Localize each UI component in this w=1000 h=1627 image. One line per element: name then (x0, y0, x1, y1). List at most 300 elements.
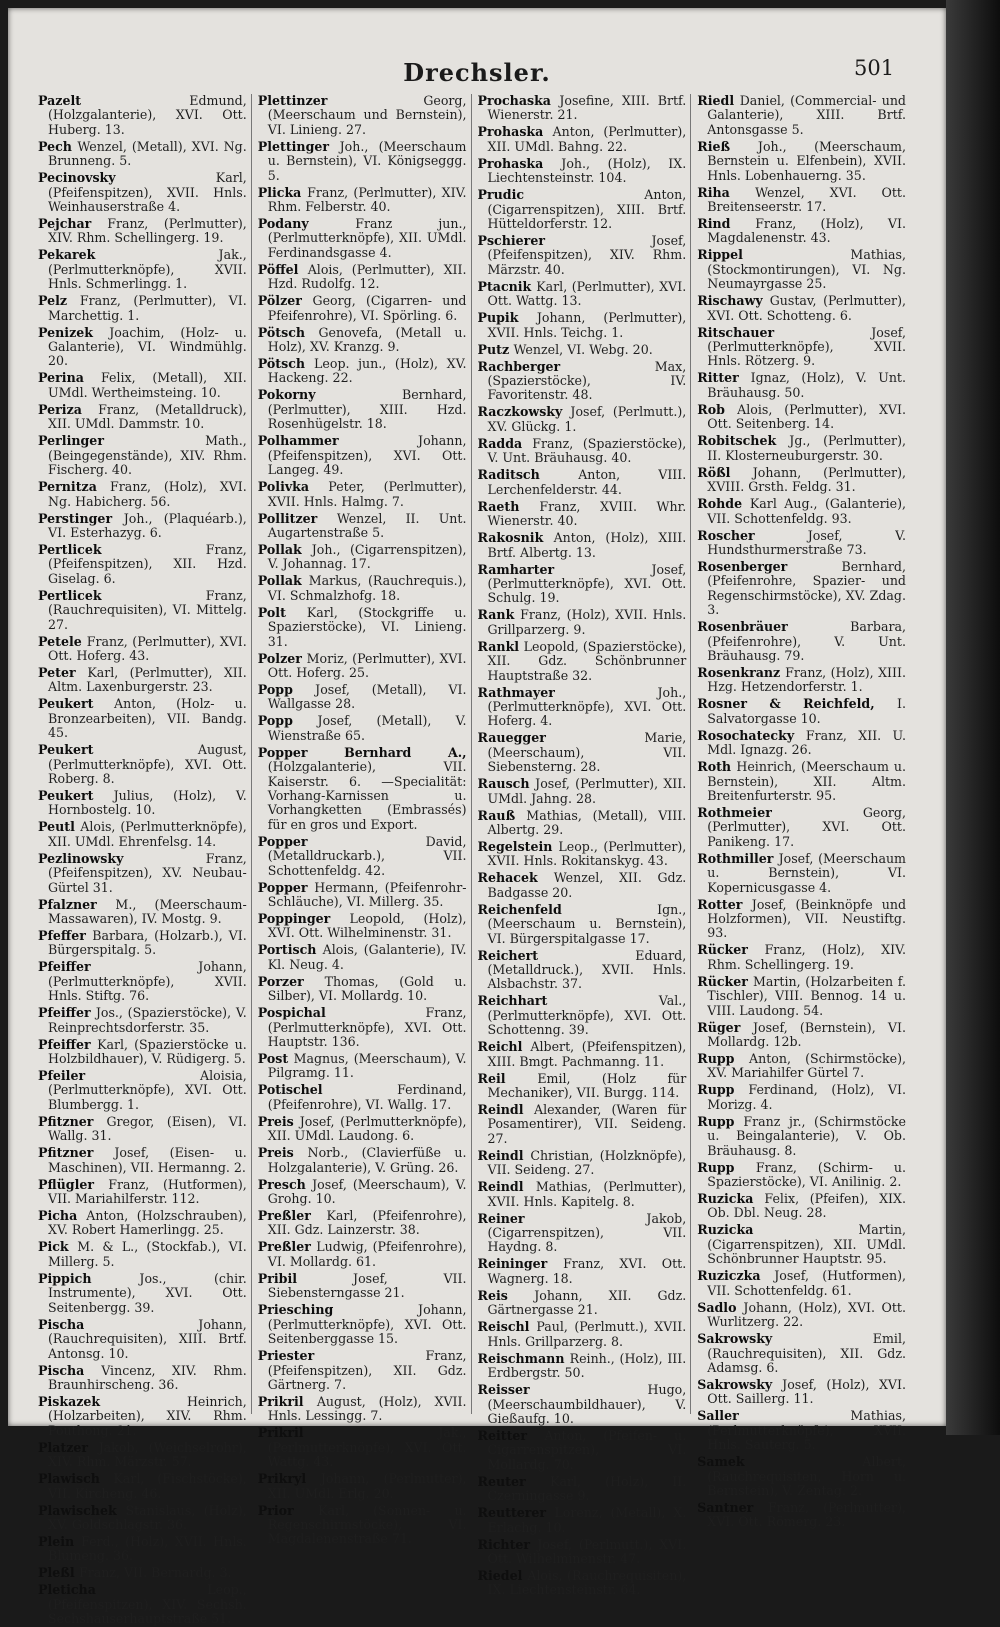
directory-entry (478, 1538, 687, 1567)
directory-entry (697, 729, 906, 758)
entry-name: Samek (697, 1454, 745, 1470)
directory-entry (697, 1021, 906, 1050)
directory-entry (697, 1378, 906, 1407)
directory-entry (697, 760, 906, 803)
directory-entry (258, 943, 467, 972)
entry-details: Karl, (Perlmutter), XVI. Ott. Wattg. 13. (487, 278, 687, 309)
entry-details: Johann, (Perlmutter), XVIII. Grsth. Feldg. 31. (707, 464, 906, 495)
directory-entry (38, 171, 247, 214)
entry-details: Wenzel, VI. Webg. 20. (513, 341, 653, 357)
directory-entry (258, 1209, 467, 1238)
directory-entry (38, 1318, 247, 1361)
entry-details: Anton, (Holz- u. Bronzearbeiten), VII. Bandg. 45. (48, 696, 247, 741)
directory-entry (258, 714, 467, 743)
directory-entry (38, 1364, 247, 1393)
entry-name: Pribil (257, 1270, 298, 1286)
entry-name: Sakrowsky (697, 1331, 773, 1347)
entry-details: Georg, (Meerschaum und Bernstein), VI. Linieng. 27. (267, 93, 467, 137)
directory-entry (478, 1429, 687, 1472)
entry-details: Johann, (Holz), XVI. Ott. Wurlitzerg. 22. (707, 1299, 906, 1330)
entry-name: Prikril (257, 1425, 304, 1441)
entry-name: Reil (477, 1070, 506, 1086)
entry-details: Alois, (Galanterie), IV. Kl. Neug. 4. (267, 942, 467, 972)
directory-entry (697, 1269, 906, 1298)
entry-details: Wenzel, XVI. Ott. Breitenseerstr. 17. (707, 184, 906, 215)
entry-name: Putz (477, 341, 510, 357)
entry-details: Ignaz, (Holz), V. Unt. Bräuhausg. 50. (707, 370, 906, 400)
entry-name: Rausch (477, 776, 530, 792)
entry-details: Franz, (Holz), VI. Magdalenenstr. 43. (707, 216, 906, 246)
directory-entry (697, 1455, 906, 1498)
directory-entry (258, 1349, 467, 1392)
entry-name: Rankl (477, 638, 520, 654)
entry-name: Pospichal (257, 1005, 326, 1021)
entry-name: Porzer (257, 973, 304, 989)
directory-entry (478, 1072, 687, 1101)
entry-details: Jakob, (Weichselrohr), XIV. Rhm. Märzstr. 57. (48, 1439, 247, 1470)
entry-details: Franz, (Perlmutterknöpfe), XVI. Ott. Hauptstr. 136. (267, 1005, 467, 1050)
entry-name: Prochaska (477, 93, 551, 108)
entry-details: Heinrich, (Meerschaum u. Bernstein), XII. Altm. Breitenfurterstr. 95. (707, 759, 906, 803)
entry-details: Franz jun., (Perlmutterknöpfe), XII. UMdl. Ferdinandsgasse 4. (267, 216, 467, 260)
entry-name: Plicka (257, 184, 302, 200)
directory-entry (478, 1149, 687, 1178)
entry-name: Sadlo (697, 1299, 737, 1315)
directory-column-2 (257, 93, 472, 1547)
entry-details: Karl Aug., (Galanterie), VII. Schottenfeldg. 93. (707, 496, 906, 526)
entry-name: Ritter (697, 370, 739, 386)
entry-details: Leop., (Pfeifenspitzen), XIV. Sechsh. Sechshauserhauptstraße 51. (48, 1582, 247, 1627)
directory-entry (697, 898, 906, 941)
entry-details: Alois, (Perlmutter), XVI. Ott. Seitenberg. 14. (707, 401, 906, 432)
entry-details: Jak., (Perlmutterknöpfe), XVI. Ott. Wattg. 43. (267, 1425, 467, 1470)
entry-details: Joachim, (Holz- u. Galanterie), VI. Windmühlg. 20. (48, 324, 247, 369)
entry-details: Bernhard, (Perlmutter), XIII. Hzd. Rosenhügelstr. 18. (267, 387, 467, 432)
entry-name: Rupp (697, 1159, 735, 1175)
directory-entry (697, 852, 906, 895)
entry-details: Eduard, (Metalldruck.), XVII. Hnls. Alsbachstr. 37. (487, 947, 687, 992)
page-title: Drechsler. (403, 58, 551, 87)
entry-name: Rothmiller (697, 850, 774, 866)
directory-entry (478, 1180, 687, 1209)
directory-entry (478, 1040, 687, 1069)
directory-entry (38, 1006, 247, 1035)
entry-details: Edmund, (Holzgalanterie), XVI. Ott. Huberg. 13. (48, 93, 247, 137)
directory-entry (38, 789, 247, 818)
directory-entry (258, 512, 467, 541)
entry-details: Anton, (Perlmutter), XII. UMdl. Bahng. 22. (487, 124, 687, 154)
directory-entry (478, 777, 687, 806)
directory-entry (697, 806, 906, 849)
entry-name: Pfitzner (38, 1113, 94, 1129)
directory-entry (38, 543, 247, 586)
directory-entry (478, 405, 687, 434)
entry-name: Rob (697, 401, 725, 417)
entry-details: Josef, (Meerschaum), V. Grohg. 10. (267, 1176, 467, 1207)
entry-name: Reichenfeld (477, 901, 562, 917)
entry-details: Max, (Spazierstöcke), IV. Favoritenstr. 48. (487, 358, 687, 403)
directory-entry (258, 140, 467, 183)
entry-details: M., (Meerschaum-Massawaren), IV. Mostg. 9. (48, 896, 247, 926)
directory-entry (478, 468, 687, 497)
entry-details: Franz, XII. U. Mdl. Ignazg. 26. (707, 727, 906, 758)
entry-details: Emil, (Rauchrequisiten), XII. Gdz. Adamsg. 6. (707, 1331, 906, 1375)
entry-name: Ramharter (477, 561, 555, 577)
entry-details: Hugo, (Meerschaumbildhauer), V. Gießaufg. 10. (487, 1382, 687, 1426)
entry-name: Poppinger (257, 911, 331, 926)
entry-name: Pollak (257, 573, 302, 589)
directory-entry (478, 1257, 687, 1286)
entry-name: Rieß (697, 138, 731, 154)
entry-name: Reininger (477, 1256, 548, 1272)
entry-details: Franz, (Spazierstöcke), V. Unt. Bräuhausg. 40. (487, 435, 687, 466)
directory-entry (38, 140, 247, 169)
directory-entry (258, 388, 467, 431)
directory-entry (38, 1583, 247, 1626)
entry-name: Reitter (477, 1427, 528, 1443)
directory-entry (258, 480, 467, 509)
entry-details: Josef, (Beinknöpfe und Holzformen), VII. Neustiftg. 93. (707, 896, 907, 941)
entry-details: Reinh., (Holz), III. Erdbergstr. 50. (487, 1350, 687, 1381)
entry-name: Rücker (697, 942, 748, 958)
entry-name: Reis (477, 1287, 508, 1303)
entry-details: Mathias, (Stockmontirungen), VI. Ng. Neumayrgasse 25. (707, 247, 906, 292)
directory-columns (38, 93, 910, 1627)
entry-details: Karl, (Spazierstöcke u. Holzbildhauer), V. Rüdigerg. 5. (48, 1036, 247, 1067)
directory-column-4 (697, 93, 910, 1530)
directory-entry (697, 403, 906, 432)
entry-details: Franz, (Perlmutter), XVI. Ott. Römerg. 23. (707, 1499, 906, 1530)
directory-entry (697, 217, 906, 246)
directory-entry (478, 531, 687, 560)
entry-details: Gustav, (Perlmutter), XVI. Ott. Schotteng. 6. (707, 293, 906, 323)
directory-entry (478, 1569, 687, 1598)
entry-details: Peter, (Perlmutter), XVII. Hnls. Halmg. 7. (267, 479, 467, 509)
entry-details: Mathias, (Metall), VIII. Albertg. 29. (487, 807, 687, 837)
directory-entry (478, 1352, 687, 1381)
directory-entry (258, 574, 467, 603)
entry-details: Ferdinand, (Pfeifenrohre), VI. Wallg. 17. (267, 1082, 467, 1112)
directory-entry (258, 357, 467, 386)
entry-name: Pflügler (38, 1176, 95, 1192)
entry-details: Karl, (Sonnen- u. Regenschirmstöcke), VI. Magdalenenstraße 71. (267, 1502, 467, 1547)
entry-name: Pschierer (477, 233, 545, 249)
entry-name: Pelz (38, 293, 68, 309)
entry-details: Barbara, (Pfeifenrohre), V. Unt. Bräuhausg. 79. (707, 619, 906, 663)
entry-details: Franz, (Holz), XIII. Hzg. Hetzendorferstr. 1. (707, 664, 906, 695)
directory-entry (38, 371, 247, 400)
directory-entry (697, 620, 906, 663)
entry-details: Magnus, (Meerschaum), V. Pilgramg. 11. (267, 1051, 467, 1081)
directory-entry (697, 94, 906, 137)
entry-name: Prikryl (257, 1471, 307, 1487)
directory-entry (697, 1052, 906, 1081)
directory-entry (258, 1052, 467, 1081)
entry-details: Franz, VII. Bernardg. 3. (79, 1565, 232, 1581)
entry-details: Leop. jun., (Holz), XV. Hackeng. 22. (267, 356, 467, 386)
entry-details: Markus, (Rauchrequis.), VI. Schmalzhofg. 18. (267, 573, 467, 603)
directory-entry (38, 1472, 247, 1501)
directory-column-3 (477, 93, 692, 1598)
entry-details: Albert, (Rauchrequisiten, Horn u. Bernstein), V. Zentag. 2. (707, 1454, 906, 1498)
entry-details: Albert, (Pfeifenspitzen), XIII. Bmgt. Pachmanng. 11. (487, 1039, 687, 1069)
directory-entry (258, 1504, 467, 1547)
directory-entry (258, 683, 467, 712)
book-edge-shadow (946, 0, 1000, 1435)
directory-entry (697, 497, 906, 526)
entry-name: Popper Bernhard A., (257, 744, 467, 760)
directory-entry (697, 1501, 906, 1530)
entry-details: Jak., (Perlmutterknöpfe), XVII. Hnls. Schmerlingg. 1. (48, 247, 247, 292)
entry-details: Stanislaus, (Holz), XV. Goldschlagstr. 36. (48, 1502, 247, 1532)
directory-column-1 (38, 93, 252, 1627)
directory-entry (697, 371, 906, 400)
entry-details: (Holzgalanterie), VII. Kaiserstr. 6. —Specialität: Vorhang-Karnissen u. Vorhangketten (Embrassés) für en gros und Export. (267, 759, 467, 832)
directory-entry (697, 326, 906, 369)
directory-entry (38, 589, 247, 632)
entry-details: Vincenz, XIV. Rhm. Braunhirscheng. 36. (48, 1362, 247, 1392)
directory-entry (697, 697, 906, 726)
directory-entry (478, 731, 687, 774)
entry-name: Reisser (477, 1382, 530, 1398)
entry-name: Reindl (477, 1147, 524, 1163)
entry-name: Popp (257, 681, 293, 697)
entry-details: Ferd., (Holz), XVII. Hnls. Blumeng. 36. (48, 1533, 247, 1564)
entry-name: Rosenkranz (697, 664, 781, 680)
directory-entry (38, 1504, 247, 1533)
directory-entry (478, 500, 687, 529)
directory-entry (38, 1240, 247, 1269)
entry-details: Franz, (Pfeifenspitzen), XV. Neubau-Gürtel 31. (48, 850, 247, 895)
entry-name: Preßler (257, 1208, 311, 1224)
entry-details: Felix, (Pfeifen), XIX. Ob. Dbl. Neug. 28. (707, 1191, 906, 1221)
entry-details: Josef, (Metall), V. Wienstraße 65. (267, 713, 467, 743)
entry-name: Reischmann (477, 1350, 565, 1366)
entry-name: Priester (257, 1348, 315, 1364)
entry-details: August, (Perlmutterknöpfe), XVI. Ott. Roberg. 8. (48, 742, 247, 786)
entry-name: Prikril (257, 1393, 304, 1409)
entry-details: Franz, (Pfeifenspitzen), XII. Hzd. Giselag. 6. (48, 541, 247, 586)
entry-details: Heinrich, (Holzarbeiten), XIV. Rhm. Pouthong. 21. (48, 1393, 247, 1438)
entry-details: Marie, (Meerschaum), VII. Siebensterng. 28. (487, 730, 687, 775)
entry-name: Picha (38, 1208, 78, 1224)
directory-entry (38, 1395, 247, 1438)
entry-details: Barbara, (Holzarb.), VI. Bürgerspitalg. 5. (48, 928, 247, 958)
entry-details: Franz, (Hutformen), VII. Mariahilferstr. 112. (48, 1176, 247, 1207)
entry-details: Josef, (Perlmutterknöpfe), XVI. Ott. Schulg. 19. (487, 561, 687, 606)
entry-details: Joh., (Holz), IX. Liechtensteinstr. 104. (487, 155, 687, 186)
entry-details: Emil, (Holz für Mechaniker), VII. Burgg. 114. (487, 1070, 687, 1101)
entry-details: Ign., (Meerschaum u. Bernstein), VI. Bürgerspitalgasse 17. (487, 901, 687, 946)
entry-name: Rücker (697, 973, 748, 989)
entry-details: Martin, (Holzarbeiten f. Tischler), VIII. Bennog. 14 u. VIII. Laudong. 54. (707, 973, 907, 1018)
directory-entry (258, 326, 467, 355)
directory-entry (697, 1115, 906, 1158)
entry-name: Pötsch (257, 356, 306, 372)
entry-details: Josef, (Perlmutterknöpfe), XII. UMdl. Laudong. 6. (267, 1113, 467, 1144)
entry-name: Rind (697, 216, 731, 232)
entry-details: Johann, (Pfeifenspitzen), XVI. Ott. Langeg. 49. (267, 433, 467, 478)
directory-entry (478, 1103, 687, 1146)
entry-details: Franz, (Pfeifenspitzen), XII. Gdz. Gärtnerg. 7. (267, 1348, 467, 1392)
directory-entry (478, 1475, 687, 1504)
entry-name: Polt (257, 604, 286, 620)
entry-name: Rüger (697, 1019, 741, 1035)
entry-name: Pippich (38, 1270, 92, 1286)
entry-details: Jos., (Spazierstöcke), V. Reinprechtsdorferstr. 35. (48, 1005, 247, 1035)
entry-name: Pokorny (257, 387, 316, 403)
entry-name: Rothmeier (697, 804, 772, 820)
entry-details: Daniel, (Commercial- und Galanterie), XIII. Brtf. Antonsgasse 5. (707, 93, 906, 137)
directory-entry (38, 635, 247, 664)
entry-details: Aloisia, (Perlmutterknöpfe), XVI. Ott. Blumbergg. 1. (48, 1068, 247, 1112)
entry-name: Rehacek (477, 870, 538, 886)
entry-details: Karl, (Perlmutter), XII. Altm. Laxenburgerstr. 23. (48, 664, 247, 695)
entry-name: Sakrowsky (697, 1376, 773, 1392)
entry-details: Josefine, XIII. Brtf. Wienerstr. 21. (487, 93, 687, 123)
entry-name: Richter (477, 1536, 531, 1552)
entry-details: Christian, (Holzknöpfe), VII. Seideng. 27. (487, 1147, 687, 1178)
entry-name: Pecinovsky (38, 170, 116, 186)
entry-details: Anton, (Schirmstöcke), XV. Mariahilfer Gürtel 7. (707, 1051, 907, 1081)
entry-details: Joh., (Cigarrenspitzen), V. Johannag. 17. (267, 541, 467, 572)
directory-entry (478, 125, 687, 154)
entry-name: Pfitzner (38, 1145, 94, 1161)
entry-details: Moriz, (Perlmutter), XVI. Ott. Hoferg. 25. (267, 650, 467, 680)
entry-details: Wenzel, (Metall), XVI. Ng. Brunneng. 5. (48, 138, 247, 169)
entry-name: Robitschek (697, 433, 777, 449)
directory-entry (258, 94, 467, 137)
entry-details: Josef, (Metall), VI. Wallgasse 28. (267, 681, 467, 712)
entry-name: Rosenberger (697, 558, 788, 574)
entry-details: Josef, (Pfeifenspitzen), XIV. Rhm. Märzstr. 40. (487, 233, 687, 277)
directory-entry (258, 1395, 467, 1424)
entry-details: Julius, (Holz), V. Hornbostelg. 10. (48, 787, 247, 818)
entry-details: Josef, (Meerschaum u. Bernstein), VI. Kopernicusgasse 4. (707, 850, 906, 895)
page-number: 501 (854, 56, 895, 80)
entry-name: Polzer (257, 650, 302, 666)
entry-name: Reichhart (477, 993, 548, 1009)
directory-entry (258, 975, 467, 1004)
entry-details: Josef, VII. Siebensterngasse 21. (267, 1270, 467, 1301)
directory-entry (38, 743, 247, 786)
entry-name: Reichl (477, 1039, 523, 1055)
directory-entry (258, 263, 467, 292)
entry-name: Pfalzner (38, 896, 97, 912)
entry-details: Josef, (Perlmutterknöpfe), XVII. Hnls. Rötzerg. 9. (707, 324, 906, 369)
entry-name: Preis (257, 1145, 294, 1161)
entry-name: Roscher (697, 527, 755, 543)
entry-name: Plein (38, 1533, 75, 1549)
entry-name: Reindl (477, 1179, 524, 1195)
directory-entry (478, 994, 687, 1037)
directory-entry (38, 403, 247, 432)
directory-entry (478, 360, 687, 403)
entry-details: M. & L., (Stockfab.), VI. Millerg. 5. (48, 1239, 247, 1269)
entry-name: Raditsch (477, 467, 540, 483)
directory-entry (258, 652, 467, 681)
entry-details: David, (Metalldruckarb.), VII. Schottenfeldg. 42. (267, 833, 467, 878)
directory-entry (478, 949, 687, 992)
directory-entry (38, 1272, 247, 1315)
entry-details: Leop., (Perlmutter), XVII. Hnls. Rokitanskyg. 43. (487, 838, 687, 869)
entry-name: Plettinger (257, 138, 330, 154)
entry-details: Genovefa, (Metall u. Holz), XV. Kranzg. 9. (267, 324, 467, 355)
directory-entry (38, 898, 247, 927)
directory-entry (697, 1332, 906, 1375)
directory-entry (258, 606, 467, 649)
entry-details: Franz, (Holz), XVII. Hnls. Grillparzerg. 9. (487, 607, 687, 637)
entry-name: Priesching (257, 1302, 334, 1318)
entry-details: Josef, (Perlmutt.), XV. Glückg. 1. (487, 404, 687, 434)
entry-name: Portisch (257, 942, 317, 958)
entry-name: Popper (257, 879, 308, 895)
entry-name: Ruzicka (697, 1191, 754, 1207)
entry-name: Pollak (257, 541, 302, 557)
directory-entry (697, 1301, 906, 1330)
directory-entry (38, 666, 247, 695)
directory-entry (697, 186, 906, 215)
entry-name: Ruziczka (697, 1268, 761, 1284)
directory-entry (697, 1409, 906, 1452)
directory-entry (697, 294, 906, 323)
entry-details: Johann, XII. Gdz. Gärtnergasse 21. (487, 1287, 687, 1318)
entry-name: Presch (257, 1176, 306, 1192)
entry-name: Pech (38, 138, 72, 154)
directory-entry (38, 1178, 247, 1207)
entry-name: Rotter (697, 896, 743, 912)
directory-entry (38, 852, 247, 895)
entry-details: Josef, (Hutformen), VII. Schottenfeldg. 61. (707, 1268, 906, 1298)
entry-name: Saller (697, 1408, 739, 1424)
entry-name: Prior (257, 1502, 294, 1518)
entry-details: Johann, (Rauchrequisiten), XIII. Brtf. Antonsg. 10. (48, 1316, 247, 1361)
directory-entry (258, 294, 467, 323)
entry-details: Paul, (Perlmutt.), XVII. Hnls. Grillparzerg. 8. (487, 1319, 687, 1349)
entry-details: Franz, (Schirm- u. Spazierstöcke), VI. Anilinig. 2. (707, 1159, 906, 1190)
entry-name: Platzer (38, 1439, 89, 1455)
directory-entry (697, 1083, 906, 1112)
entry-name: Rippel (697, 247, 743, 263)
entry-name: Pötsch (257, 324, 306, 340)
entry-name: Prohaska (477, 155, 544, 171)
entry-name: Preßler (257, 1239, 311, 1255)
entry-details: Franz, (Perlmutter), XIV. Rhm. Felberstr. 40. (267, 184, 467, 215)
entry-details: Ludwig, (Pfeifenrohre), VI. Mollardg. 61. (267, 1239, 467, 1269)
entry-details: I. Salvatorgasse 10. (707, 696, 906, 726)
entry-details: Georg, (Cigarren- und Pfeifenrohre), VI. Spörling. 6. (267, 293, 467, 323)
entry-details: Johann, (Perlmutter), XVII. Hnls. Teichg. 1. (487, 310, 687, 340)
directory-entry (478, 94, 687, 123)
entry-details: Gregor, (Eisen), VI. Wallg. 31. (48, 1113, 247, 1144)
directory-entry (38, 94, 247, 137)
entry-name: Podany (257, 216, 309, 232)
entry-details: Johann, (Perlmutterknöpfe), XVII. Hnls. Stiftg. 76. (48, 959, 247, 1004)
directory-entry (478, 840, 687, 869)
directory-page (8, 8, 946, 1627)
entry-name: Raeth (477, 498, 520, 514)
entry-name: Peter (38, 664, 76, 680)
entry-name: Pleßl (38, 1565, 75, 1581)
entry-details: Alois, (Perlmutter), XII. Hzd. Rudolfg. 12. (267, 261, 467, 292)
entry-name: Peukert (38, 742, 94, 758)
directory-entry (38, 1209, 247, 1238)
entry-name: Pollitzer (257, 510, 318, 526)
entry-name: Rachberger (477, 358, 561, 374)
directory-entry (38, 1146, 247, 1175)
entry-details: Math., (Beingegenstände), XIV. Rhm. Fischerg. 40. (48, 433, 247, 478)
directory-entry (697, 1192, 906, 1221)
